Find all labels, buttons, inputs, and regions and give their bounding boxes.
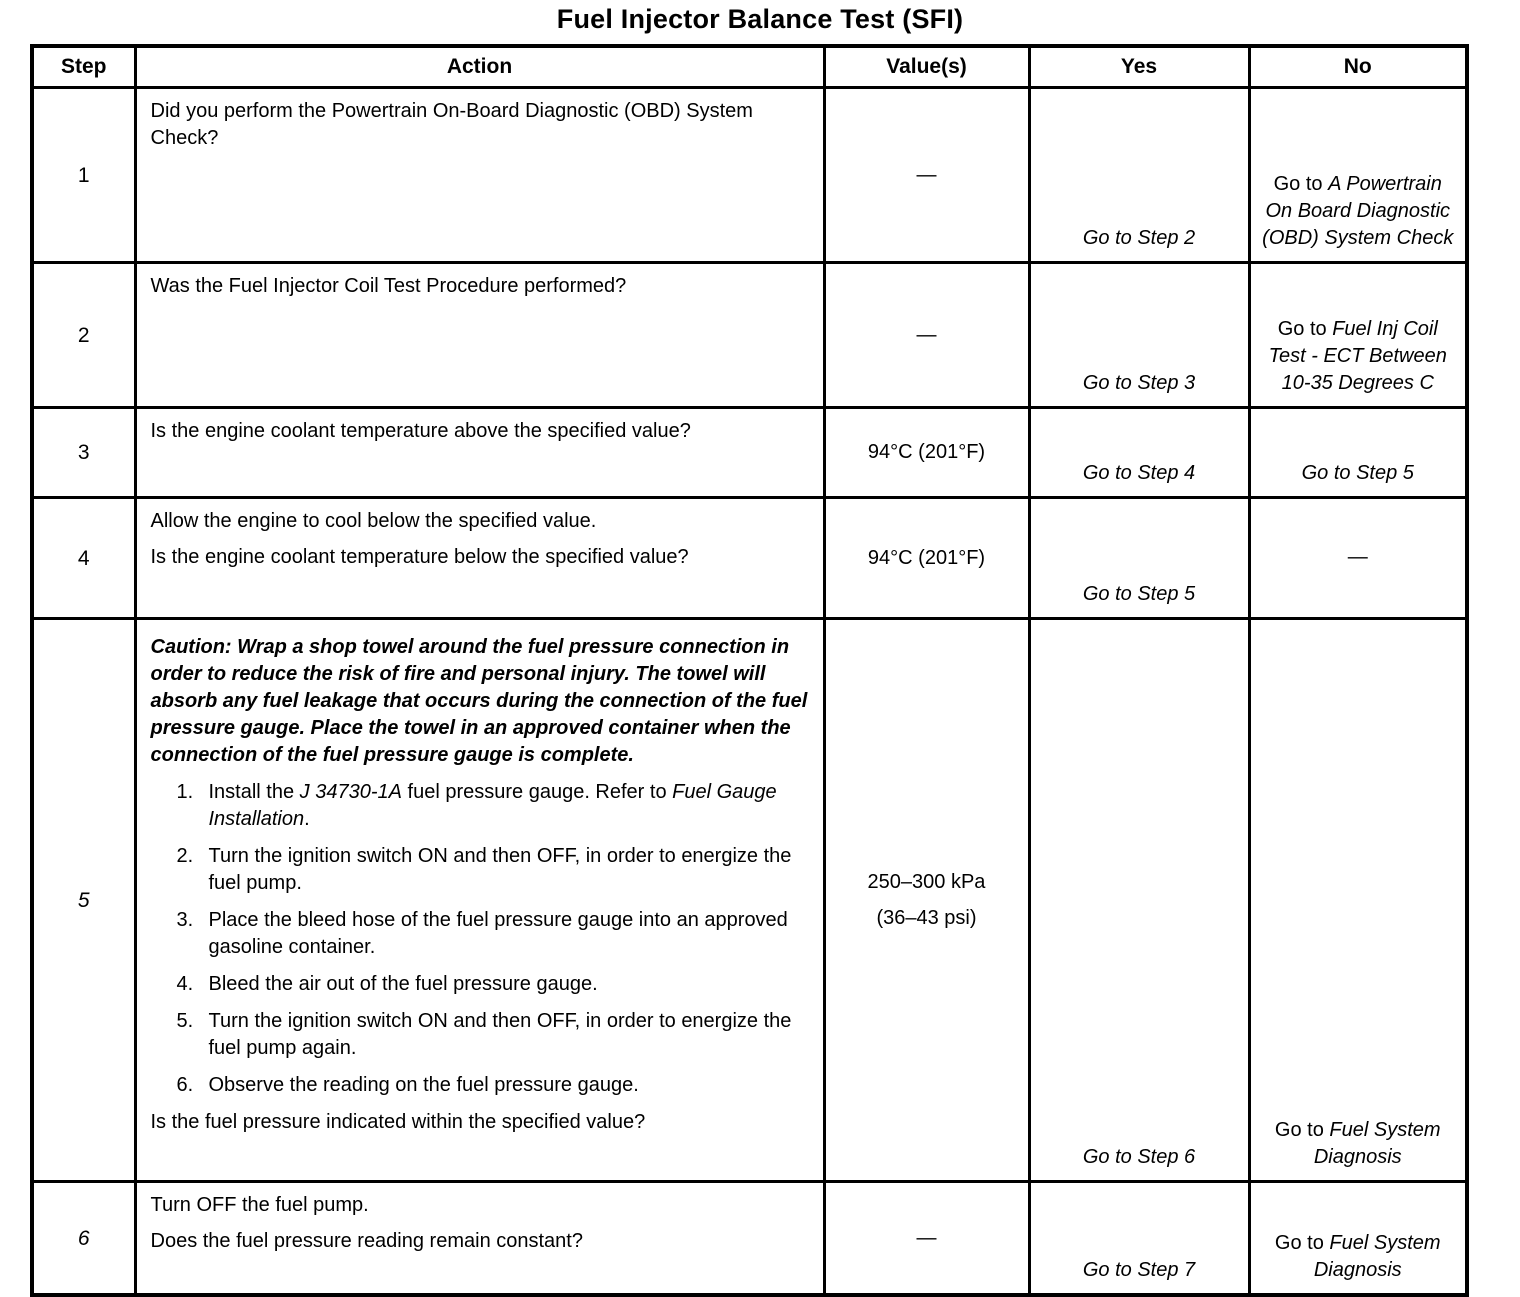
step-number: 4 — [32, 498, 135, 619]
col-header-step: Step — [32, 46, 135, 88]
list-item-number: 1. — [176, 781, 194, 803]
value-cell — [824, 498, 1029, 619]
value-cell — [824, 408, 1029, 498]
action-cell — [135, 619, 824, 1182]
list-item-text — [209, 779, 809, 833]
no-cell — [1249, 408, 1467, 498]
list-item-text: Place the bleed hose of the fuel pressure gauge into an approved gasoline container. — [208, 909, 788, 958]
step-number: 3 — [32, 408, 135, 498]
numbered-step-list — [177, 779, 809, 1099]
value-text: — — [916, 1226, 937, 1249]
list-item-number: 5. — [176, 1010, 194, 1032]
value-text: — — [916, 323, 937, 346]
col-header-action: Action — [135, 46, 824, 88]
no-prefix: — — [1347, 546, 1368, 568]
yes-cell: Go to Step 6 — [1029, 619, 1249, 1182]
yes-cell: Go to Step 4 — [1029, 408, 1249, 498]
page-title: Fuel Injector Balance Test (SFI) — [556, 4, 964, 34]
action-instruction: Turn OFF the fuel pump. — [150, 1194, 369, 1216]
yes-cell: Go to Step 5 — [1029, 498, 1249, 619]
no-cell — [1249, 263, 1467, 408]
list-item — [177, 843, 809, 897]
list-item-text: Turn the ignition switch ON and then OFF, in order to energize the fuel pump. — [208, 845, 792, 894]
action-question: Is the engine coolant temperature below the specified value? — [150, 546, 689, 568]
action-question: Was the Fuel Injector Coil Test Procedure performed? — [150, 275, 627, 297]
col-header-values: Value(s) — [824, 46, 1029, 88]
action-question: Is the fuel pressure indicated within the specified value? — [150, 1111, 646, 1133]
list-item-text: Bleed the air out of the fuel pressure gauge. — [208, 973, 598, 995]
no-cell — [1249, 1182, 1467, 1296]
action-question: Is the engine coolant temperature above the specified value? — [150, 420, 691, 442]
table-row-step-6 — [32, 1182, 1467, 1296]
no-reference: A Powertrain On Board Diagnostic (OBD) System Check — [1262, 173, 1454, 249]
action-question: Does the fuel pressure reading remain constant? — [150, 1230, 583, 1252]
action-cell — [135, 1182, 824, 1296]
col-header-no: No — [1249, 46, 1467, 88]
list-item-number: 4. — [176, 973, 194, 995]
list-item — [177, 779, 809, 833]
no-reference: Fuel System Diagnosis — [1313, 1232, 1441, 1281]
value-text: 94°C (201°F) — [867, 546, 986, 569]
action-instruction: Allow the engine to cool below the specified value. — [150, 510, 597, 532]
value-text: — — [916, 163, 937, 186]
step-number: 5 — [32, 619, 135, 1182]
table-row-step-2 — [32, 263, 1467, 408]
value-cell — [824, 88, 1029, 263]
step-number: 6 — [32, 1182, 135, 1296]
list-item-number: 3. — [176, 909, 194, 931]
list-item-number: 6. — [176, 1074, 194, 1096]
action-question: Did you perform the Powertrain On-Board Diagnostic (OBD) System Check? — [150, 100, 753, 149]
tool-reference: J 34730-1A — [299, 781, 402, 803]
diagnostic-procedure-table — [30, 44, 1469, 1297]
no-prefix: Go to — [1277, 318, 1333, 340]
no-reference: Fuel Inj Coil Test - ECT Between 10-35 Degrees C — [1268, 318, 1447, 394]
text-segment: fuel pressure gauge. Refer to — [401, 781, 673, 803]
procedure-reference: Fuel Gauge Installation — [208, 781, 777, 830]
header-row — [32, 46, 1467, 88]
value-text: 94°C (201°F) — [867, 441, 986, 463]
value-cell — [824, 619, 1029, 1182]
action-cell — [135, 498, 824, 619]
action-cell — [135, 408, 824, 498]
no-cell — [1249, 88, 1467, 263]
caution-text: Caution: Wrap a shop towel around the fuel pressure connection in order to reduce the risk of fire and personal injury. The towel will absorb any fuel leakage that occurs during the connection of the fuel pressure gauge. Place the towel in an approved container when the connection of the fuel pressure gauge is complete. — [150, 636, 808, 766]
value-text: 250–300 kPa — [867, 870, 986, 893]
value-cell — [824, 263, 1029, 408]
text-segment: Install the — [208, 781, 300, 803]
col-header-yes: Yes — [1029, 46, 1249, 88]
list-item-text: Turn the ignition switch ON and then OFF, in order to energize the fuel pump again. — [208, 1010, 792, 1059]
step-number: 2 — [32, 263, 135, 408]
list-item — [177, 1072, 809, 1099]
table-row-step-1 — [32, 88, 1467, 263]
yes-cell: Go to Step 2 — [1029, 88, 1249, 263]
no-cell — [1249, 498, 1467, 619]
text-segment: . — [304, 808, 310, 830]
yes-cell: Go to Step 7 — [1029, 1182, 1249, 1296]
no-reference: Go to Step 5 — [1301, 462, 1414, 484]
no-cell — [1249, 619, 1467, 1182]
list-item-text: Observe the reading on the fuel pressure gauge. — [208, 1074, 639, 1096]
no-prefix: Go to — [1273, 173, 1329, 195]
value-cell — [824, 1182, 1029, 1296]
no-prefix: Go to — [1274, 1232, 1330, 1254]
table-row-step-5 — [32, 619, 1467, 1182]
no-reference: Fuel System Diagnosis — [1313, 1119, 1441, 1168]
list-item — [177, 907, 809, 961]
no-prefix: Go to — [1274, 1119, 1330, 1141]
table-row-step-3 — [32, 408, 1467, 498]
step-number: 1 — [32, 88, 135, 263]
list-item-number: 2. — [176, 845, 194, 867]
list-item — [177, 1008, 809, 1062]
list-item — [177, 971, 809, 998]
action-cell — [135, 263, 824, 408]
yes-cell: Go to Step 3 — [1029, 263, 1249, 408]
value-text-secondary: (36–43 psi) — [876, 906, 977, 929]
table-row-step-4 — [32, 498, 1467, 619]
action-cell — [135, 88, 824, 263]
